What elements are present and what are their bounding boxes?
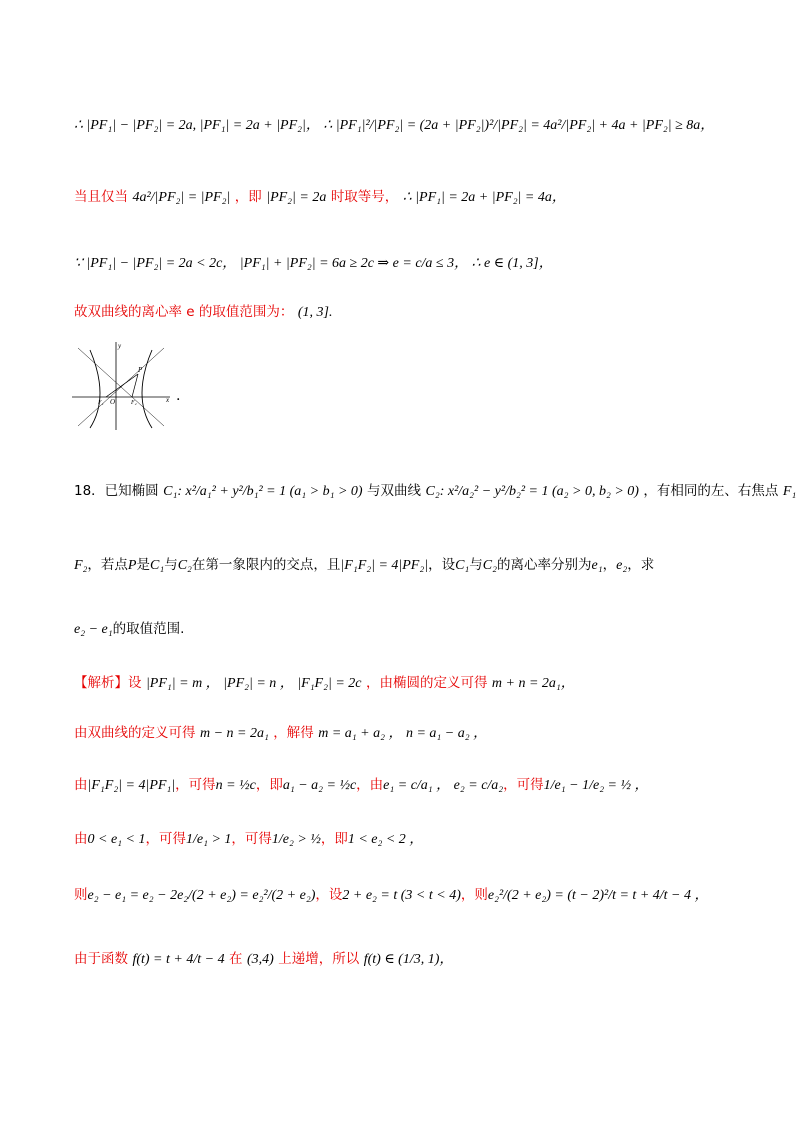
text: 与 [469,557,483,573]
origin-label: O [110,398,116,406]
text: 在 [229,951,243,967]
text: 是 [136,557,150,573]
solution-conclusion [74,305,332,320]
problem-18-line-1 [74,484,796,499]
formula: |PF₂| = 2a [266,190,327,205]
formula: n = ½c [215,778,256,793]
p-label: P [138,366,143,374]
text: ，求 [627,557,655,573]
formula: e₂ − e₁ = e₂ − 2e₂/(2 + e₂) = e₂²/(2 + e₂) [87,888,316,903]
formula: F₁ [782,484,797,499]
formula: (1, 3]. [297,305,333,320]
analysis-line-2 [74,726,487,741]
text: ，由椭圆的定义可得 [365,675,488,691]
formula: e₂ − e₁ [74,622,113,637]
formula: F₂ [74,558,88,573]
text: ，有相同的左、右焦点 [643,483,779,499]
formula: C₂ [177,558,192,573]
formula: ∵ |PF₁| − |PF₂| = 2a < 2c， |PF₁| + |PF₂| = 6a ≥ 2c ⇒ e = c/a ≤ 3， ∴ e ∈ (1, 3]， [74,256,553,271]
formula: C₁ [149,558,165,573]
analysis-line-6 [74,952,453,967]
formula: f(t) = t + 4/t − 4 [132,952,225,967]
text: 在第一象限内的交点，且 [191,557,341,573]
formula: a₁ − a₂ = ½c [282,778,357,793]
analysis-line-3 [74,778,649,793]
solution-line-1 [74,118,714,133]
text: ，可得 [145,831,186,847]
problem-18-line-2 [74,558,654,573]
text: ，可得 [175,777,216,793]
text: ，设 [315,887,343,903]
formula: P [127,558,137,573]
formula: |F₁F₂| = 4|PF₁| [87,778,176,793]
figure-period: . [176,388,181,404]
analysis-line-4 [74,832,423,847]
text: 当且仅当 [74,189,128,205]
text: 则 [74,887,88,903]
text: 故双曲线的离心率 e 的取值范围为： [74,304,294,320]
formula: e₂ [616,558,628,573]
text: 的取值范围. [112,621,185,637]
text: ，则 [460,887,488,903]
analysis-line-1 [74,676,575,691]
solution-line-2 [74,190,566,205]
f1-label: F₁ [98,400,104,406]
formula: 0 < e₁ < 1 [87,832,146,847]
text: ，即 [234,189,262,205]
text: 时取等号， [330,189,399,205]
formula: ∴ |PF₁| − |PF₂| = 2a, |PF₁| = 2a + |PF₂|， ∴ |PF₁|²/|PF₂| = (2a + |PF₂|)²/|PF₂| = 4a²/|PF₂| + 4a + |PF₂| ≥ 8a， [74,118,715,133]
text: 由 [74,831,88,847]
text: ，即 [320,831,348,847]
text: 上递增，所以 [278,951,360,967]
formula: C₁ [455,558,470,573]
text: 由双曲线的定义可得 [74,725,196,741]
hyperbola-diagram [70,340,190,430]
formula: m + n = 2a₁， [491,676,575,691]
solution-line-3 [74,256,553,271]
problem-18-line-3 [74,622,184,637]
text: ，若点 [87,557,128,573]
text: ，解得 [273,725,314,741]
formula: e₁ [591,558,603,573]
text: 【解析】设 [74,675,142,691]
left-branch [90,350,100,428]
formula: C₂ [482,558,498,573]
formula: C₂: x²/a₂² − y²/b₂² = 1 (a₂ > 0, b₂ > 0) [425,484,639,499]
y-label: y [118,342,122,350]
text: ，可得 [503,777,544,793]
text: ，设 [428,557,456,573]
formula: e₂²/(2 + e₂) = (t − 2)²/t = t + 4/t − 4 ， [487,888,709,903]
formula: ∴ |PF₁| = 2a + |PF₂| = 4a， [402,190,566,205]
text: ， [602,557,617,573]
formula: m = a₁ + a₂ ， n = a₁ − a₂ ， [318,726,488,741]
formula: m − n = 2a₁ [199,726,269,741]
analysis-line-5 [74,888,709,903]
hyperbola-figure [70,340,190,434]
text: ，可得 [231,831,272,847]
text: 的离心率分别为 [497,557,592,573]
text: 由于函数 [74,951,128,967]
formula: C₁: x²/a₁² + y²/b₁² = 1 (a₁ > b₁ > 0) [163,484,363,499]
formula: 2 + e₂ = t (3 < t < 4) [342,888,461,903]
right-branch [142,350,152,428]
formula: (3,4) [246,952,274,967]
formula: 1 < e₂ < 2 ， [347,832,424,847]
text: ，即 [255,777,283,793]
formula: e₁ = c/a₁ ， e₂ = c/a₂ [383,778,504,793]
formula: 4a²/|PF₂| = |PF₂| [132,190,231,205]
formula: |PF₁| = m ， |PF₂| = n ， |F₁F₂| = 2c [145,676,362,691]
text: ，由 [356,777,384,793]
x-label: x [166,396,170,404]
f2-label: F₂ [131,400,137,406]
formula: 1/e₁ > 1 [185,832,232,847]
text: 18．已知椭圆 [74,483,159,499]
text: 与 [164,557,178,573]
formula: |F₁F₂| = 4|PF₂| [340,558,429,573]
formula: 1/e₁ − 1/e₂ = ½ ， [543,778,649,793]
text: 由 [74,777,88,793]
formula: 1/e₂ > ½ [271,832,321,847]
formula: f(t) ∈ (1/3, 1)， [363,952,454,967]
text: 与双曲线 [367,483,422,499]
